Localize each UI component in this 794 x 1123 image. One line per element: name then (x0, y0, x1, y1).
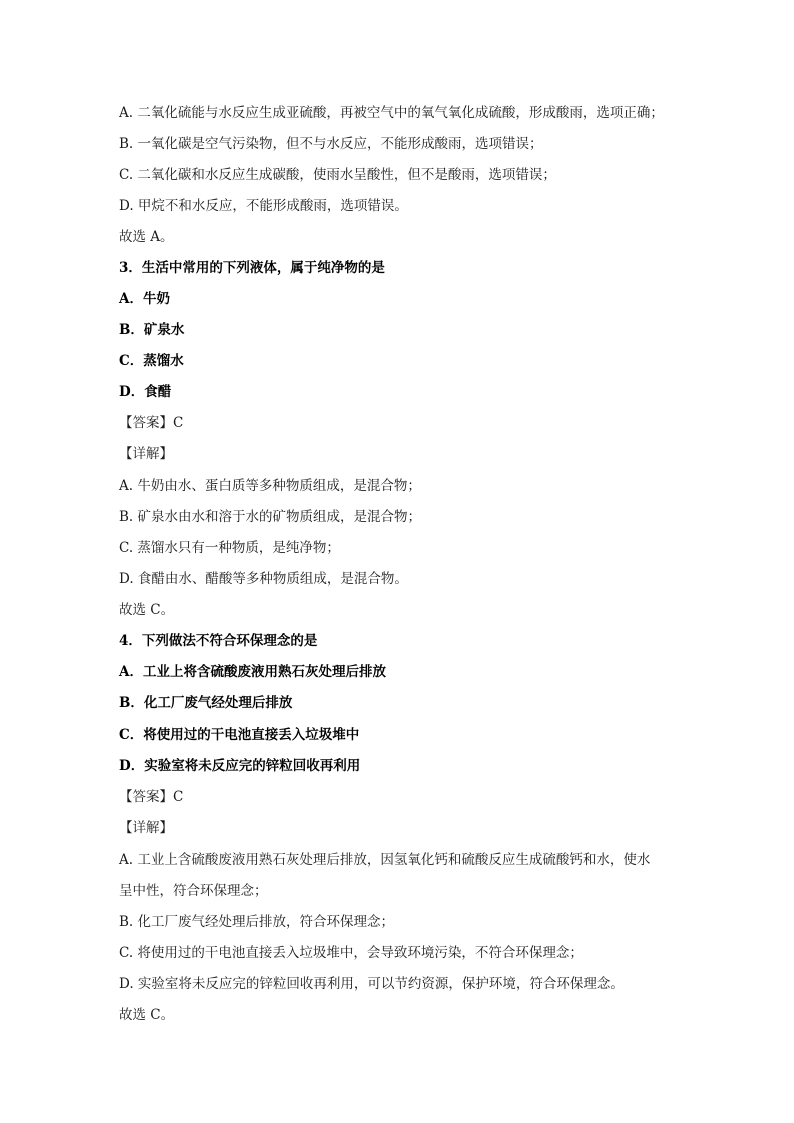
question-4-answer: 【答案】C (119, 789, 184, 805)
conclusion-q2: 故选 A。 (119, 229, 174, 245)
question-4-explanation-a: A. 工业上含硫酸废液用熟石灰处理后排放，因氢氧化钙和硫酸反应生成硫酸钙和水，使水 (119, 852, 651, 868)
question-4-option-d: D．实验室将未反应完的锌粒回收再利用 (119, 758, 361, 774)
option-a-explanation-q2: A. 二氧化硫能与水反应生成亚硫酸，再被空气中的氧气氧化成硫酸，形成酸雨，选项正确； (119, 105, 664, 121)
question-4-explanation-b: B. 化工厂废气经处理后排放，符合环保理念； (119, 914, 395, 930)
question-3-option-a: A．牛奶 (119, 291, 170, 307)
question-4-explanation-heading: 【详解】 (119, 820, 173, 836)
question-3-explanation-b: B. 矿泉水由水和溶于水的矿物质组成，是混合物； (119, 509, 422, 525)
question-4-option-b: B．化工厂废气经处理后排放 (119, 695, 293, 711)
question-4-explanation-c: C. 将使用过的干电池直接丢入垃圾堆中，会导致环境污染，不符合环保理念； (119, 945, 583, 961)
question-3-conclusion: 故选 C。 (119, 602, 175, 618)
question-4-stem: 4．下列做法不符合环保理念的是 (119, 633, 318, 649)
option-d-explanation-q2: D. 甲烷不和水反应，不能形成酸雨，选项错误。 (119, 198, 408, 214)
question-4-option-c: C．将使用过的干电池直接丢入垃圾堆中 (119, 727, 360, 743)
question-3-option-b: B．矿泉水 (119, 322, 185, 338)
question-4-explanation-d: D. 实验室将未反应完的锌粒回收再利用，可以节约资源，保护环境，符合环保理念。 (119, 976, 624, 992)
option-c-explanation-q2: C. 二氧化碳和水反应生成碳酸，使雨水呈酸性，但不是酸雨，选项错误； (119, 167, 556, 183)
question-3-explanation-a: A. 牛奶由水、蛋白质等多种物质组成，是混合物； (119, 478, 421, 494)
question-3-answer: 【答案】C (119, 415, 184, 431)
question-3-stem: 3．生活中常用的下列液体，属于纯净物的是 (119, 260, 385, 276)
question-3-explanation-heading: 【详解】 (119, 446, 173, 462)
question-3-option-d: D．食醋 (119, 384, 172, 400)
question-4-conclusion: 故选 C。 (119, 1007, 175, 1023)
question-4-option-a: A．工业上将含硫酸废液用熟石灰处理后排放 (119, 664, 386, 680)
option-b-explanation-q2: B. 一氧化碳是空气污染物，但不与水反应，不能形成酸雨，选项错误； (119, 136, 543, 152)
question-4-explanation-a-continued: 呈中性，符合环保理念； (119, 883, 268, 899)
question-3-explanation-d: D. 食醋由水、醋酸等多种物质组成，是混合物。 (119, 571, 408, 587)
question-3-option-c: C．蒸馏水 (119, 353, 184, 369)
question-3-explanation-c: C. 蒸馏水只有一种物质，是纯净物； (119, 540, 340, 556)
